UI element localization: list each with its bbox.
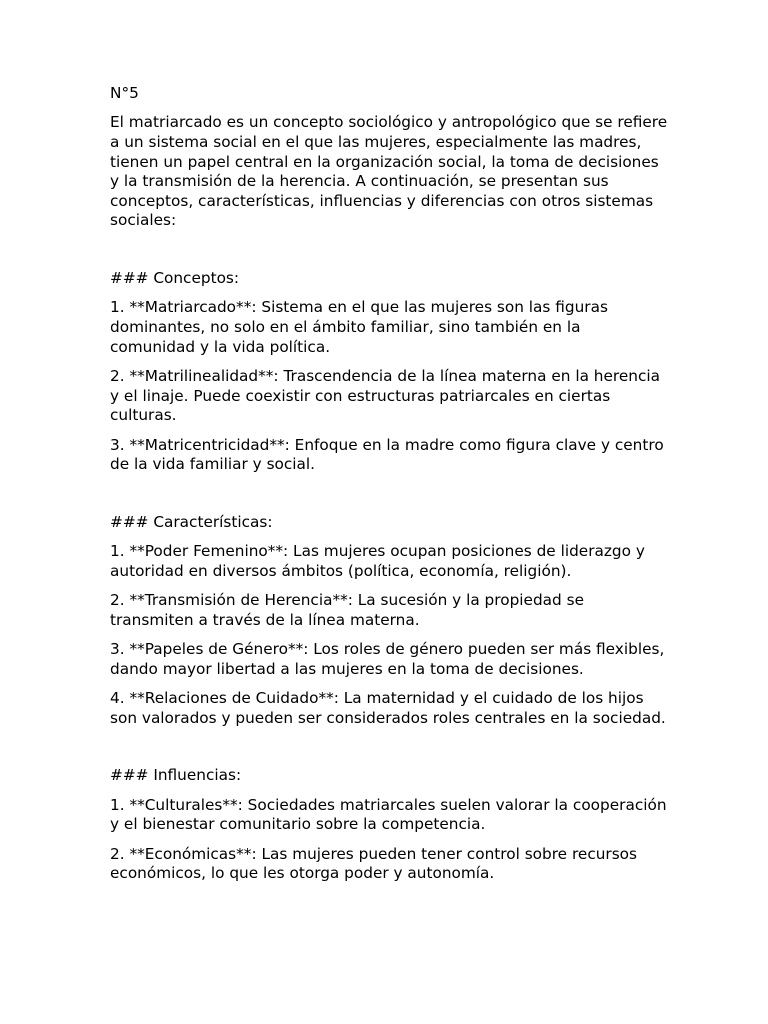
influencias-item: 1. **Culturales**: Sociedades matriarcales suelen valorar la cooperación y el bienestar comunitario sobre la competencia.: [110, 795, 667, 834]
conceptos-heading: ### Conceptos:: [110, 268, 240, 287]
document-number: N°5: [110, 84, 139, 102]
document-page: [110, 84, 670, 894]
influencias-heading: ### Influencias:: [110, 766, 242, 785]
intro-paragraph: El matriarcado es un concepto sociológico y antropológico que se refiere a un sistema social en el que las mujeres, especialmente las madres, tienen un papel central en la organización social, la toma de decisiones y la transmisión de la herencia. A continuación, se presentan sus conceptos, características, influencias y diferencias con otros sistemas sociales:: [110, 113, 668, 230]
influencias-item: 2. **Económicas**: Las mujeres pueden tener control sobre recursos económicos, lo que les otorga poder y autonomía.: [110, 844, 638, 883]
conceptos-item: 3. **Matricentricidad**: Enfoque en la madre como figura clave y centro de la vida familiar y social.: [110, 435, 664, 474]
caracteristicas-item: 4. **Relaciones de Cuidado**: La maternidad y el cuidado de los hijos son valorados y pueden ser considerados roles centrales en la sociedad.: [110, 689, 666, 727]
caracteristicas-item: 3. **Papeles de Género**: Los roles de género pueden ser más flexibles, dando mayor libertad a las mujeres en la toma de decisiones.: [110, 640, 665, 678]
conceptos-item: 2. **Matrilinealidad**: Trascendencia de la línea materna en la herencia y el linaje. Puede coexistir con estructuras patriarcales en ciertas culturas.: [110, 366, 661, 425]
conceptos-item: 1. **Matriarcado**: Sistema en el que las mujeres son las figuras dominantes, no solo en el ámbito familiar, sino también en la comunidad y la vida política.: [110, 298, 608, 356]
caracteristicas-item: 2. **Transmisión de Herencia**: La sucesión y la propiedad se transmiten a través de la línea materna.: [110, 591, 584, 629]
caracteristicas-heading: ### Características:: [110, 512, 273, 531]
caracteristicas-item: 1. **Poder Femenino**: Las mujeres ocupan posiciones de liderazgo y autoridad en diversos ámbitos (política, economía, religión).: [110, 542, 645, 580]
